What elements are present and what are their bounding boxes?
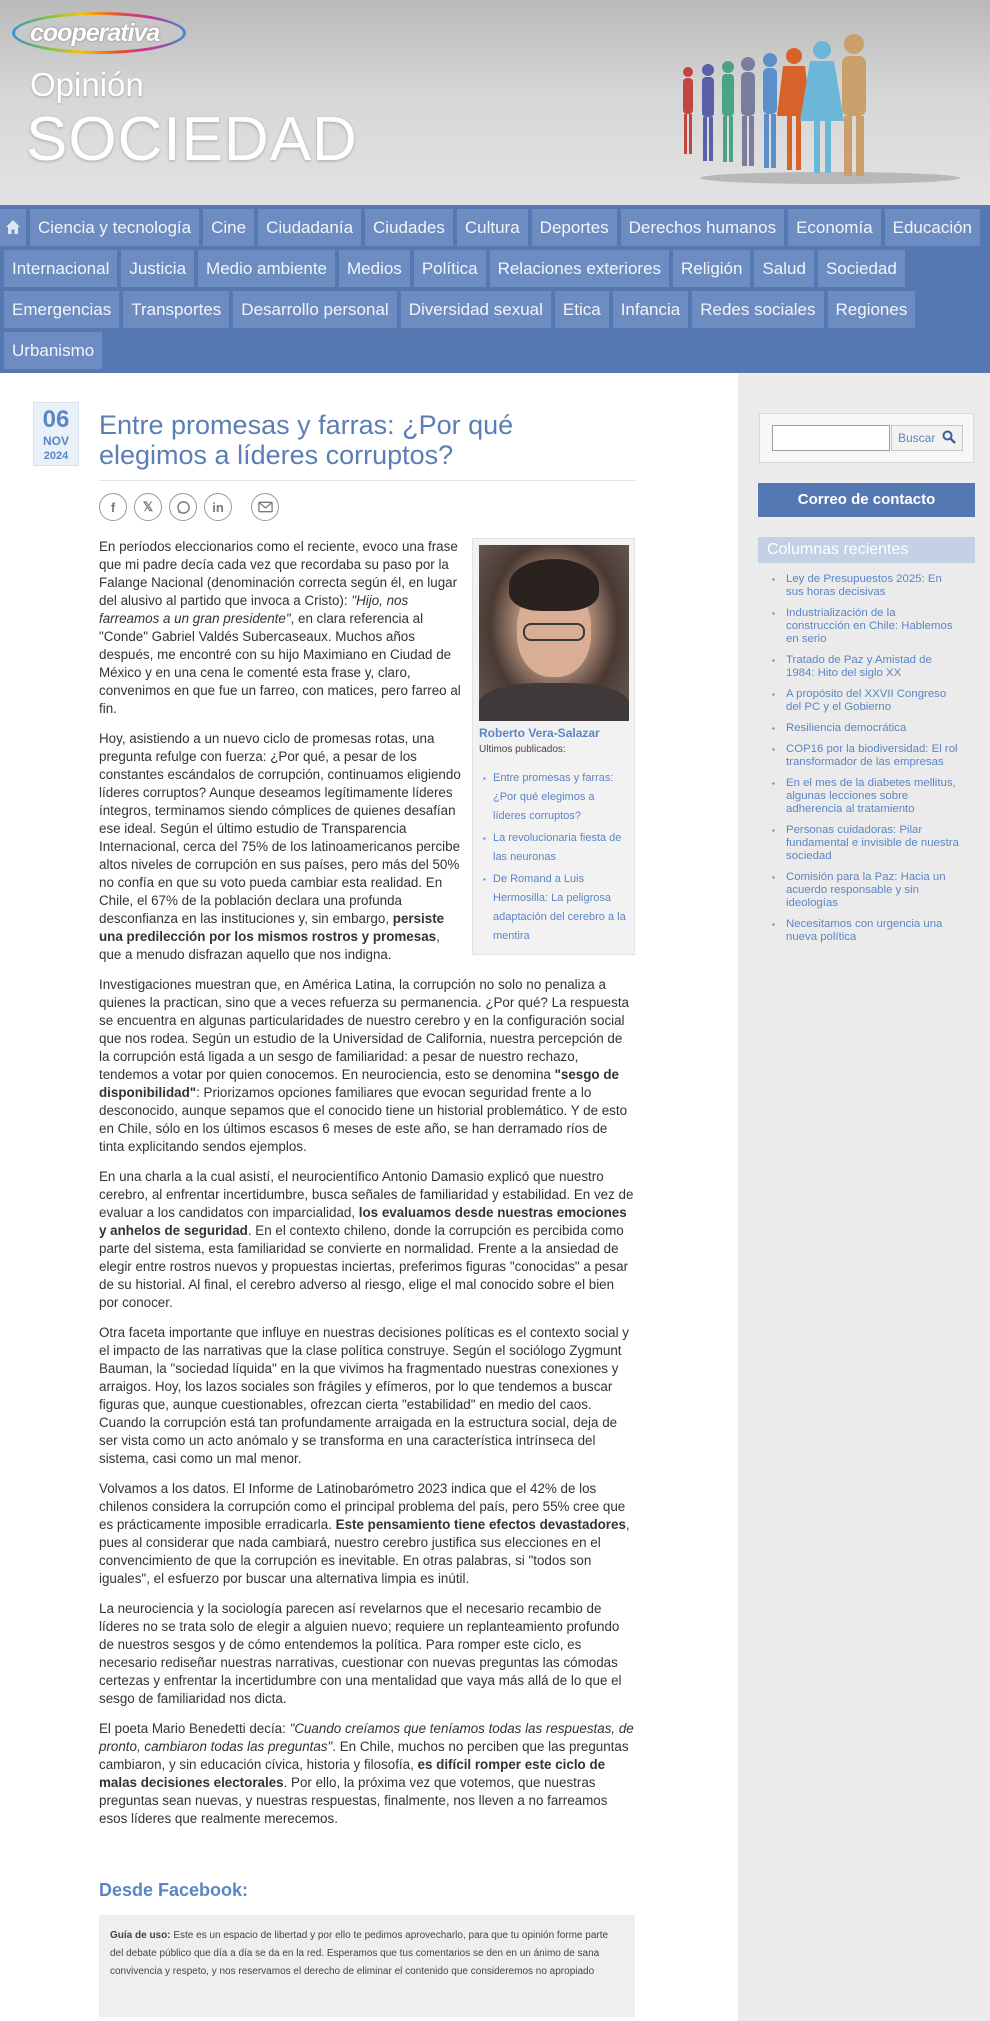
site-header — [0, 0, 990, 205]
nav-item[interactable]: Emergencias — [4, 291, 119, 328]
title-divider — [99, 480, 635, 481]
nav-item[interactable]: Ciudades — [365, 209, 453, 246]
recent-column-link[interactable]: ▪ A propósito del XXVII Congreso del PC y el Gobierno — [772, 688, 962, 714]
nav-item[interactable]: Internacional — [4, 250, 117, 287]
nav-item[interactable]: Transportes — [123, 291, 229, 328]
guide-label: Guía de uso: — [110, 1930, 171, 1941]
nav-item[interactable]: Regiones — [828, 291, 916, 328]
search-box — [759, 413, 974, 463]
author-name[interactable]: Roberto Vera-Salazar — [479, 726, 600, 740]
nav-item[interactable]: Salud — [754, 250, 813, 287]
nav-item[interactable]: Economía — [788, 209, 881, 246]
category-nav — [0, 205, 990, 373]
recent-column-link[interactable]: ▪ Personas cuidadoras: Pilar fundamental e invisible de nuestra sociedad — [772, 824, 962, 863]
nav-item[interactable]: Derechos humanos — [621, 209, 784, 246]
nav-item[interactable]: Educación — [885, 209, 980, 246]
search-icon — [942, 430, 956, 444]
paragraph: El poeta Mario Benedetti decía: "Cuando creíamos que teníamos todas las respuestas, de pronto, cambiaron todas las preguntas". En Chile, muchos no perciben que las preguntas cambiaron, y sin educación cívica, historia y filosofía, es difícil romper este ciclo de malas decisiones electorales. Por ello, la próxima vez que votemos, que nuestras preguntas sean nuevas, y nuestras respuestas, finalmente, nos lleven a no farreamos esos líderes que realmente merecemos. — [99, 1721, 634, 1826]
cooperativa-logo[interactable] — [12, 12, 186, 54]
paragraph: Hoy, asistiendo a un nuevo ciclo de promesas rotas, una pregunta refulge con fuerza: ¿Por qué, a pesar de los constantes escándalos de corrupción, continuamos eligiendo líderes corruptos? Aunque deseamos legítimamente líderes íntegros, terminamos siendo cómplices de quienes desafían ese ideal. Según el último estudio de Transparencia Internacional, cerca del 75% de los latinoamericanos percibe altos niveles de corrupción en sus países, pero más del 50% no confía en que su voto pueda cambiar esta realidad. En Chile, el 67% de la población declara una profunda desconfianza en las instituciones y, sin embargo, persiste una predilección por los mismos rostros y promesas, que a menudo disfrazan aquello que nos indigna. — [99, 731, 461, 962]
comment-guide — [99, 1915, 635, 2017]
search-input[interactable] — [772, 425, 890, 451]
paragraph: En períodos eleccionarios como el reciente, evoco una frase que mi padre decía cada vez que recordaba su paso por la Falange Nacional (denominación correcta según él, en lugar del alusivo al partido que invoca a Cristo): "Hijo, nos farreamos a un gran presidente", en clara referencia al "Conde" Gabriel Valdés Subercaseaux. Muchos años después, me encontré con su hijo Maximiano en Ciudad de México y en una cena le comenté esta frase y, claro, convenimos en que fue un farreo, con matices, pero farreo al fin. — [99, 539, 461, 716]
nav-item[interactable]: Religión — [673, 250, 750, 287]
recent-columns-list — [772, 573, 962, 952]
nav-item[interactable]: Cultura — [457, 209, 528, 246]
guide-text: Este es un espacio de libertad y por ello te pedimos aprovecharlo, para que tu opinión forme parte del debate público que día a día se da en la red. Esperamos que tus comentarios se den en un ánimo de sana convivencia y respeto, y nos reservamos el derecho de eliminar el contenido que consideremos no apropiado — [110, 1930, 609, 1977]
nav-item[interactable]: Cine — [203, 209, 254, 246]
recent-columns-title: Columnas recientes — [758, 537, 975, 563]
nav-item[interactable]: Diversidad sexual — [401, 291, 551, 328]
nav-item[interactable]: Deportes — [532, 209, 617, 246]
contact-button[interactable]: Correo de contacto — [758, 483, 975, 517]
mail-icon[interactable] — [251, 493, 279, 521]
share-bar — [99, 493, 279, 521]
nav-item[interactable]: Infancia — [613, 291, 689, 328]
nav-row — [0, 209, 990, 373]
recent-column-link[interactable]: ▪ Necesitamos con urgencia una nueva política — [772, 918, 962, 944]
nav-item[interactable]: Política — [414, 250, 486, 287]
recent-column-link[interactable]: ▪ Comisión para la Paz: Hacia un acuerdo responsable y sin ideologías — [772, 871, 962, 910]
article-title: Entre promesas y farras: ¿Por qué elegimos a líderes corruptos? — [99, 410, 514, 470]
recent-column-link[interactable]: ▪ Resiliencia democrática — [772, 722, 962, 735]
section-title: SOCIEDAD — [26, 105, 358, 174]
people-illustration — [670, 30, 970, 190]
paragraph: La neurociencia y la sociología parecen así revelarnos que el necesario recambio de líderes no se trata solo de elegir a alguien nuevo; requiere un replanteamiento profundo de nuestros sesgos y de cómo entendemos la política. Para romper este ciclo, es necesario rediseñar nuestras narrativas, cuestionar con nuevas preguntas las cómodas certezas y enfrentar la incertidumbre con una mentalidad que vaya más allá de lo que el sesgo de familiaridad nos dicta. — [99, 1601, 622, 1706]
nav-item[interactable]: Desarrollo personal — [233, 291, 396, 328]
nav-item[interactable]: Redes sociales — [692, 291, 823, 328]
paragraph: En una charla a la cual asistí, el neurocientífico Antonio Damasio explicó que nuestro cerebro, al enfrentar incertidumbre, busca señales de familiaridad y estabilidad. En vez de evaluar a los candidatos con imparcialidad, los evaluamos desde nuestras emociones y anhelos de seguridad. En el contexto chileno, donde la corrupción es percibida como parte del sistema, esta familiaridad se convierte en normalidad. Frente a la ansiedad de elegir entre rostros nuevos y propuestas inciertas, preferimos figuras "conocidas" a pesar de su historial. Al final, el cerebro adverso al riesgo, elige el mal conocido sobre el bien por conocer. — [99, 1169, 634, 1310]
section-subtitle: Opinión — [30, 66, 144, 103]
paragraph: Volvamos a los datos. El Informe de Latinobarómetro 2023 indica que el 42% de los chilenos considera la corrupción como el principal problema del país, pero 55% cree que es prácticamente imposible erradicarla. Este pensamiento tiene efectos devastadores, pues al considerar que nada cambiará, nuestro cerebro justifica sus elecciones en el convencimiento de que la corrupción es inevitable. En otras palabras, si "todos son iguales", el esfuerzo por buscar una alternativa limpia es inútil. — [99, 1481, 630, 1586]
author-latest-link[interactable]: ▪ Entre promesas y farras: ¿Por qué elegimos a líderes corruptos? — [483, 769, 628, 826]
recent-column-link[interactable]: ▪ Ley de Presupuestos 2025: En sus horas decisivas — [772, 573, 962, 599]
nav-item[interactable]: Medios — [339, 250, 410, 287]
nav-item[interactable]: Justicia — [121, 250, 194, 287]
author-latest-label: Ultimos publicados: — [479, 744, 566, 755]
nav-item[interactable]: Medio ambiente — [198, 250, 335, 287]
author-latest-link[interactable]: ▪ De Romand a Luis Hermosilla: La peligrosa adaptación del cerebro a la mentira — [483, 870, 628, 946]
paragraph: Otra faceta importante que influye en nuestras decisiones políticas es el contexto social y el impacto de las narrativas que la clase política construye. Según el sociólogo Zygmunt Bauman, la "sociedad líquida" en la que vivimos ha fragmentado nuestras conexiones y arraigos. Hoy, los lazos sociales son frágiles y efímeros, por lo que tendemos a buscar figuras que, aunque cuestionables, ofrezcan cierta "estabilidad" en medio del caos. Cuando la corrupción está tan profundamente arraigada en la estructura social, deja de ser vista como un acto anómalo y se transforma en una característica intrínseca del sistema, casi como un mal menor. — [99, 1325, 629, 1466]
article-body — [99, 538, 635, 1840]
x-icon[interactable]: 𝕏 — [134, 493, 162, 521]
recent-column-link[interactable]: ▪ Tratado de Paz y Amistad de 1984: Hito del siglo XX — [772, 654, 962, 680]
recent-column-link[interactable]: ▪ Industrialización de la construcción en Chile: Hablemos en serio — [772, 607, 962, 646]
linkedin-icon[interactable]: in — [204, 493, 232, 521]
home-icon[interactable] — [0, 209, 26, 246]
nav-item[interactable]: Urbanismo — [4, 332, 102, 369]
facebook-icon[interactable]: f — [99, 493, 127, 521]
search-button[interactable]: Buscar — [891, 425, 963, 451]
date-day: 06 — [42, 406, 70, 433]
recent-column-link[interactable]: ▪ COP16 por la biodiversidad: El rol transformador de las empresas — [772, 743, 962, 769]
paragraph: Investigaciones muestran que, en América Latina, la corrupción no solo no penaliza a quienes la practican, sino que a veces refuerza su permanencia. ¿Por qué? La respuesta se encuentra en algunas particularidades de nuestro cerebro y en la configuración social que nos rodea. Según un estudio de la Universidad de California, nuestra percepción de la corrupción está ligada a un sesgo de familiaridad: a pesar de nuestro rechazo, tendemos a votar por quien conocemos. En neurociencia, esto se denomina "sesgo de disponibilidad": Priorizamos opciones familiares que evocan seguridad frente a lo desconocido, aunque sepamos que el conocido tiene un historial problemático. Y de esto en Chile, sólo en los últimos escasos 6 meses de este año, se han derramado ríos de tinta explicitando sendos ejemplos. — [99, 977, 629, 1154]
nav-item[interactable]: Ciudadanía — [258, 209, 361, 246]
article-date — [33, 402, 79, 466]
nav-item[interactable]: Sociedad — [818, 250, 905, 287]
logo-text: cooperativa — [30, 19, 160, 47]
nav-item[interactable]: Ciencia y tecnología — [30, 209, 199, 246]
author-latest-link[interactable]: ▪ La revolucionaria fiesta de las neuronas — [483, 829, 628, 867]
facebook-section-title: Desde Facebook: — [99, 1880, 249, 1900]
nav-item[interactable]: Etica — [555, 291, 609, 328]
nav-item[interactable]: Relaciones exteriores — [490, 250, 669, 287]
whatsapp-icon[interactable] — [169, 493, 197, 521]
date-month: NOV — [42, 434, 69, 448]
date-year: 2024 — [43, 450, 69, 462]
recent-column-link[interactable]: ▪ En el mes de la diabetes mellitus, algunas lecciones sobre adherencia al tratamiento — [772, 777, 962, 816]
